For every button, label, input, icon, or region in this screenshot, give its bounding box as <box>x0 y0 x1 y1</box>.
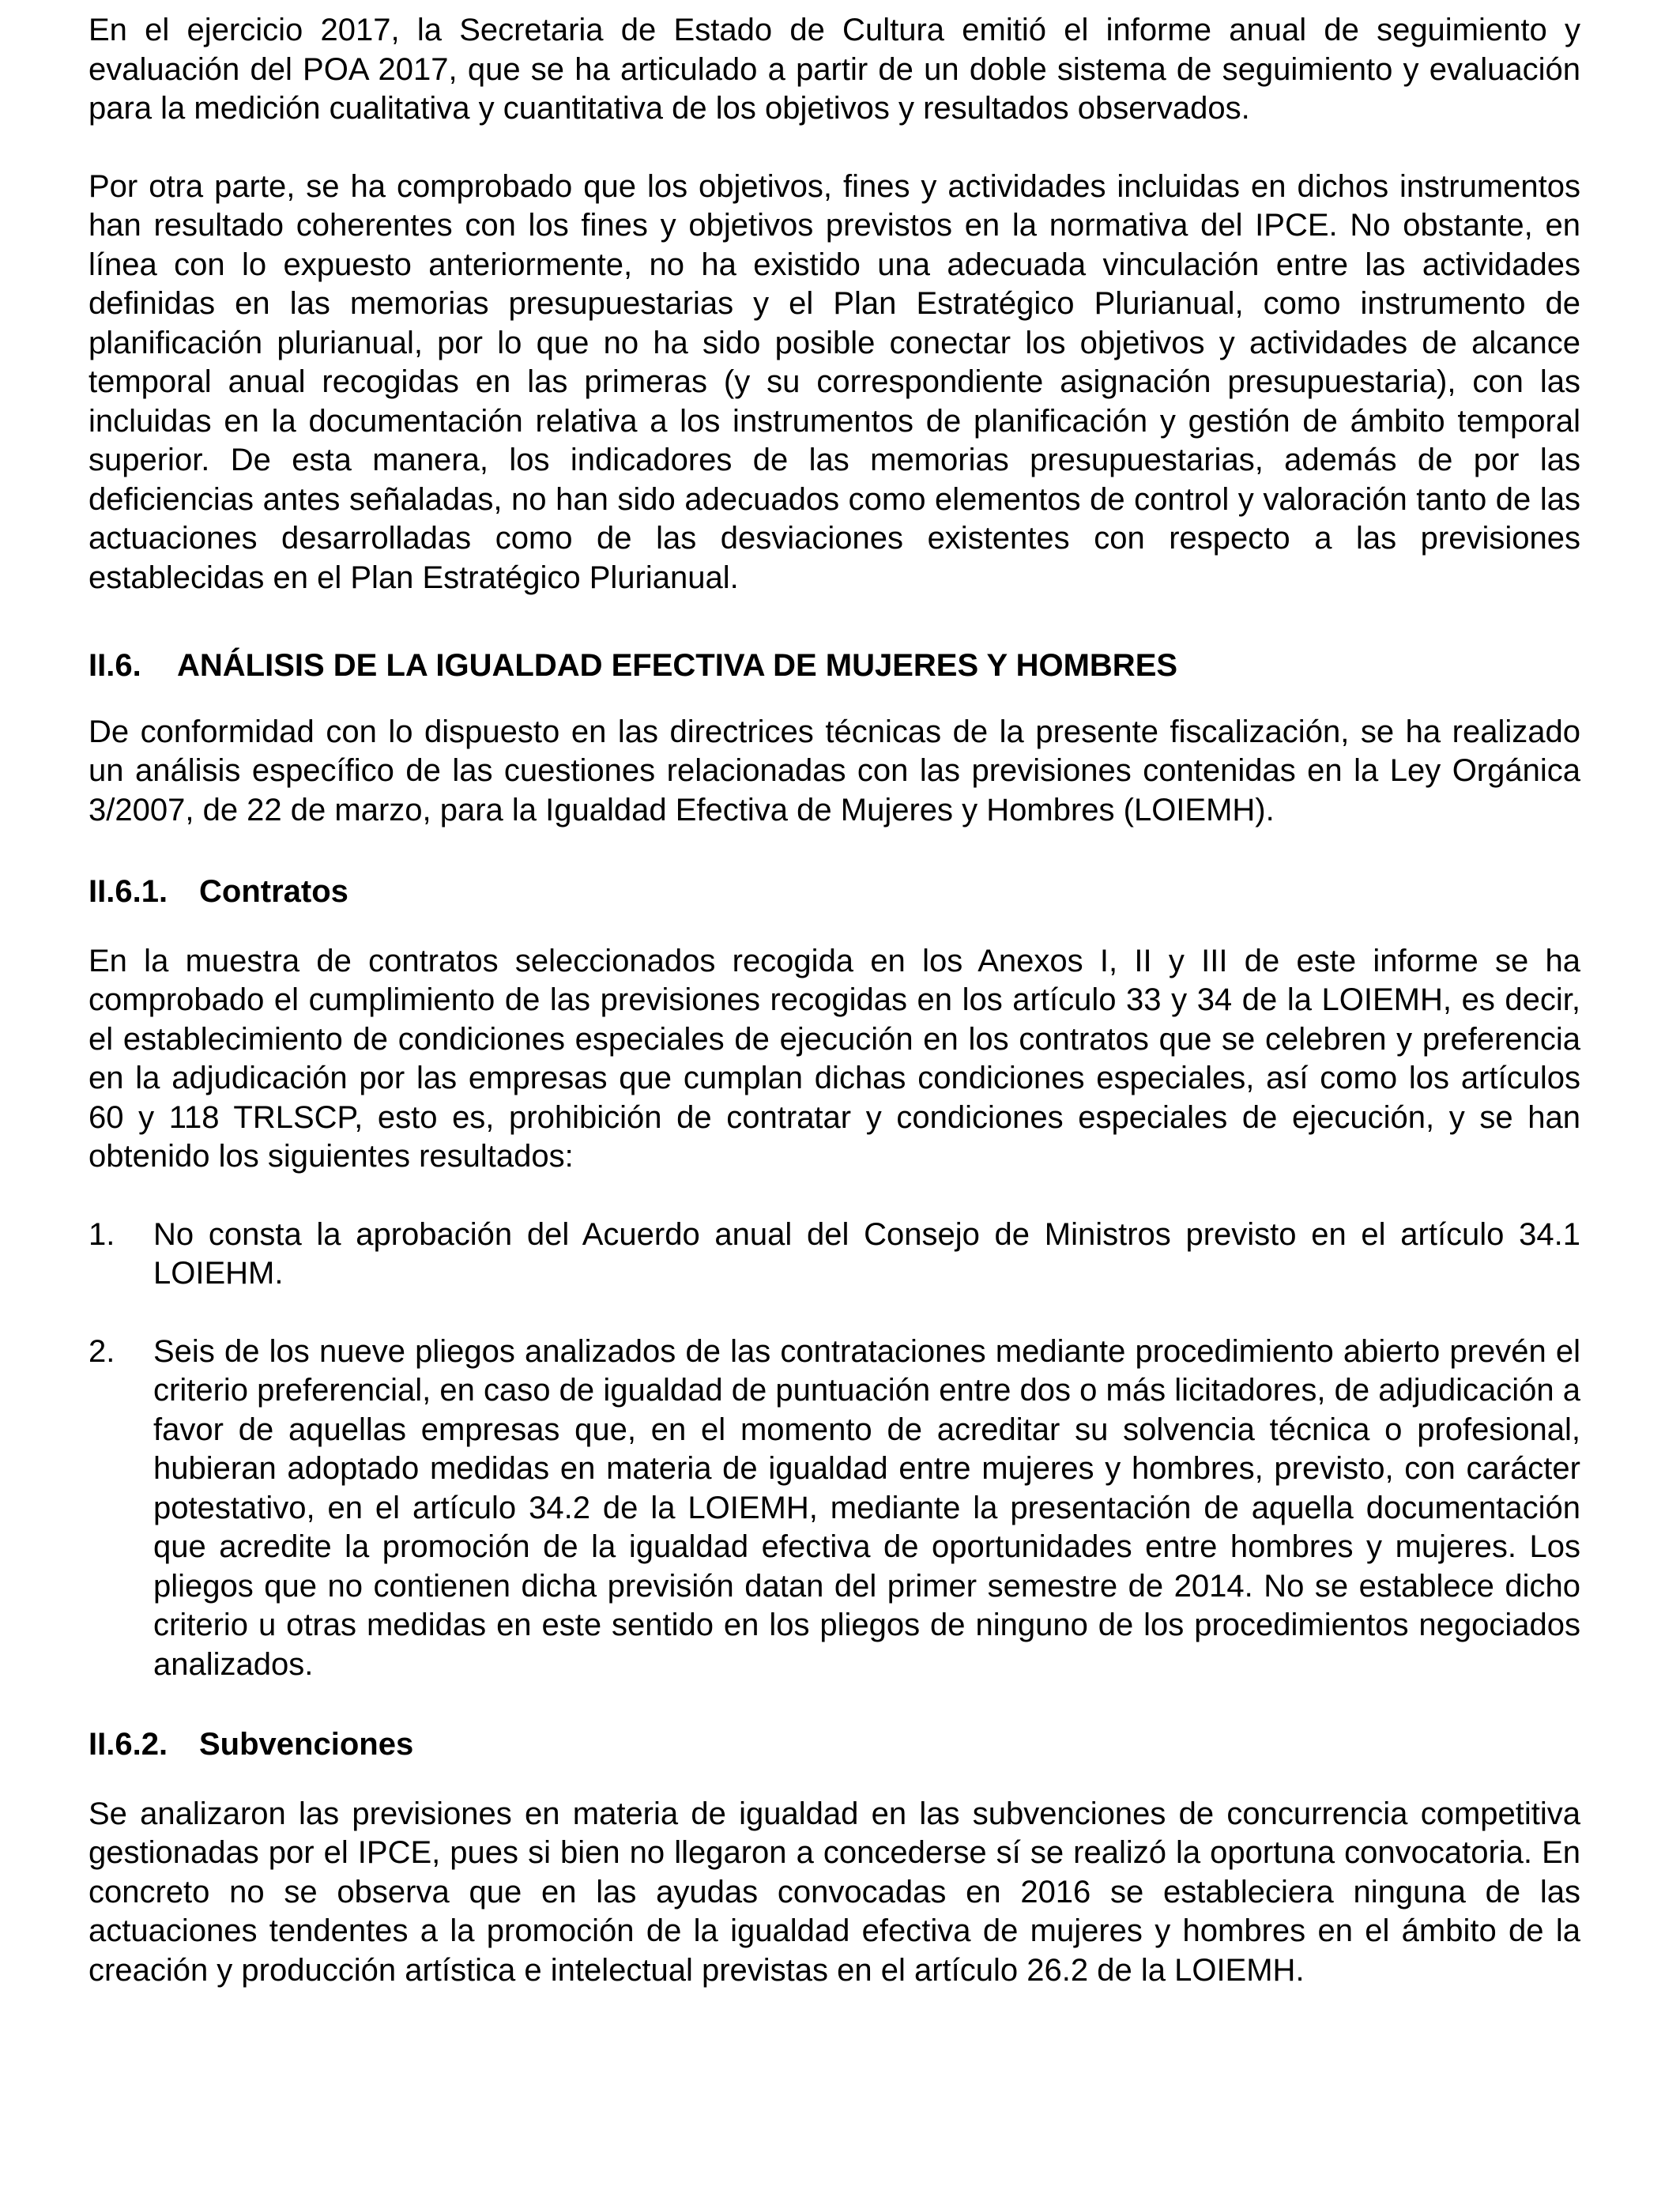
paragraph-contratos-intro: En la muestra de contratos seleccionados recogida en los Anexos I, II y III de este informe se ha comprobado el cumplimiento de las previsiones recogidas en los artículo 33 y 34 de la LOIEMH, es decir, el establecimiento de condiciones especiales de ejecución en los contratos que se celebren y preferencia en la adjudicación por las empresas que cumplan dichas condiciones especiales, así como los artículos 60 y 118 TRLSCP, esto es, prohibición de contratar y condiciones especiales de ejecución, y se han obtenido los siguientes resultados: <box>89 943 1580 1174</box>
list-marker: 1. <box>89 1216 115 1252</box>
paragraph-poa-2017: En el ejercicio 2017, la Secretaria de Estado de Cultura emitió el informe anual de seguimiento y evaluación del POA 2017, que se ha articulado a partir de un doble sistema de seguimiento y evaluación para la medición cualitativa y cuantitativa de los objetivos y resultados observados. <box>89 13 1580 126</box>
section-number: II.6.2. <box>89 1727 168 1762</box>
section-title: Contratos <box>199 874 348 909</box>
list-item <box>89 1333 1580 1685</box>
section-heading-ii6 <box>89 647 1580 686</box>
list-marker: 2. <box>89 1333 115 1369</box>
paragraph-subvenciones: Se analizaron las previsiones en materia de igualdad en las subvenciones de concurrencia competitiva gestionadas por el IPCE, pues si bien no llegaron a concederse sí se realizó la oportuna convocatoria. En concreto no se observa que en las ayudas convocadas en 2016 se estableciera ninguna de las actuaciones tendentes a la promoción de la igualdad efectiva de mujeres y hombres en el ámbito de la creación y producción artística e intelectual previstas en el artículo 26.2 de la LOIEMH. <box>89 1796 1580 1988</box>
section-title: ANÁLISIS DE LA IGUALDAD EFECTIVA DE MUJERES Y HOMBRES <box>177 648 1178 683</box>
list-item <box>89 1216 1580 1294</box>
paragraph-loiemh-intro: De conformidad con lo dispuesto en las directrices técnicas de la presente fiscalización, se ha realizado un análisis específico de las cuestiones relacionadas con las previsiones contenidas en la Ley Orgánica 3/2007, de 22 de marzo, para la Igualdad Efectiva de Mujeres y Hombres (LOIEMH). <box>89 714 1580 827</box>
section-heading-ii61 <box>89 873 1580 912</box>
document-page <box>89 11 1580 1990</box>
list-item-text: No consta la aprobación del Acuerdo anual del Consejo de Ministros previsto en el artículo 34.1 LOIEHM. <box>153 1216 1580 1291</box>
list-item-text: Seis de los nueve pliegos analizados de las contrataciones mediante procedimiento abierto prevén el criterio preferencial, en caso de igualdad de puntuación entre dos o más licitadores, de adjudicación a favor de aquellas empresas que, en el momento de acreditar su solvencia técnica o profesional, hubieran adoptado medidas en materia de igualdad entre mujeres y hombres, previsto, con carácter potestativo, en el artículo 34.2 de la LOIEMH, mediante la presentación de aquella documentación que acredite la promoción de la igualdad efectiva de oportunidades entre hombres y mujeres. Los pliegos que no contienen dicha previsión datan del primer semestre de 2014. No se establece dicho criterio u otras medidas en este sentido en los pliegos de ninguno de los procedimientos negociados analizados. <box>153 1333 1580 1682</box>
section-number: II.6. <box>89 648 141 683</box>
paragraph-instrumentos-coherencia: Por otra parte, se ha comprobado que los objetivos, fines y actividades incluidas en dichos instrumentos han resultado coherentes con los fines y objetivos previstos en la normativa del IPCE. No obstante, en línea con lo expuesto anteriormente, no ha existido una adecuada vinculación entre las actividades definidas en las memorias presupuestarias y el Plan Estratégico Plurianual, como instrumento de planificación plurianual, por lo que no ha sido posible conectar los objetivos y actividades de alcance temporal anual recogidas en las primeras (y su correspondiente asignación presupuestaria), con las incluidas en la documentación relativa a los instrumentos de planificación y gestión de ámbito temporal superior. De esta manera, los indicadores de las memorias presupuestarias, además de por las deficiencias antes señaladas, no han sido adecuados como elementos de control y valoración tanto de las actuaciones desarrolladas como de las desviaciones existentes con respecto a las previsiones establecidas en el Plan Estratégico Plurianual. <box>89 168 1580 595</box>
section-heading-ii62 <box>89 1725 1580 1765</box>
section-number: II.6.1. <box>89 874 168 909</box>
section-title: Subvenciones <box>199 1727 414 1762</box>
